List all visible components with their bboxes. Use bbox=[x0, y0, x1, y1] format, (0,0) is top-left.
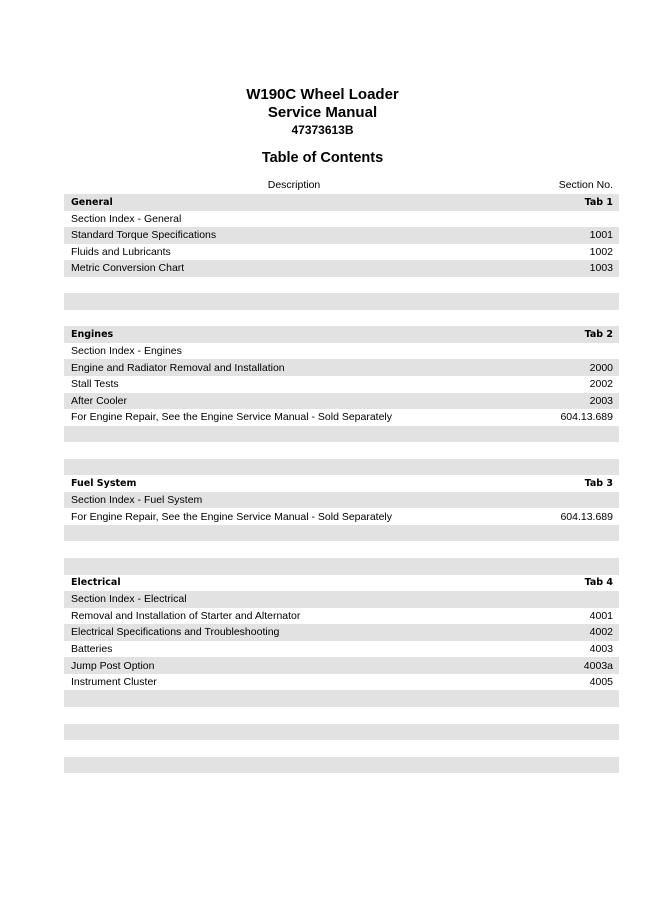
toc-row bbox=[64, 508, 619, 525]
tab-label: Tab 1 bbox=[584, 196, 613, 208]
row-description: Section Index - Fuel System bbox=[71, 494, 203, 507]
blank-row bbox=[64, 558, 619, 575]
row-description: For Engine Repair, See the Engine Service Manual - Sold Separately bbox=[71, 411, 393, 424]
section-name: Fuel System bbox=[71, 478, 137, 490]
tab-label: Tab 3 bbox=[584, 478, 613, 490]
blank-row bbox=[64, 293, 619, 310]
section-number: 4003a bbox=[583, 659, 613, 672]
row-description: Removal and Installation of Starter and Alternator bbox=[71, 609, 301, 622]
toc-row bbox=[64, 641, 619, 658]
tab-label: Tab 4 bbox=[584, 577, 613, 589]
toc-row bbox=[64, 376, 619, 393]
section-header-row bbox=[64, 326, 619, 343]
blank-row bbox=[64, 740, 619, 757]
section-number: 604.13.689 bbox=[560, 510, 613, 523]
row-description: Stall Tests bbox=[71, 378, 119, 391]
toc-row bbox=[64, 657, 619, 674]
blank-row bbox=[64, 310, 619, 327]
section-number: 4003 bbox=[589, 643, 613, 656]
row-description: For Engine Repair, See the Engine Service Manual - Sold Separately bbox=[71, 510, 393, 523]
blank-row bbox=[64, 707, 619, 724]
toc-row bbox=[64, 492, 619, 509]
row-description: Batteries bbox=[71, 643, 113, 656]
row-description: After Cooler bbox=[71, 394, 128, 407]
section-number: 1002 bbox=[589, 245, 613, 258]
blank-row bbox=[64, 426, 619, 443]
row-description: Standard Torque Specifications bbox=[71, 229, 217, 242]
toc-row bbox=[64, 591, 619, 608]
section-number: 1003 bbox=[589, 262, 613, 275]
toc-row bbox=[64, 211, 619, 228]
section-name: Electrical bbox=[71, 577, 121, 589]
section-header-row bbox=[64, 575, 619, 592]
section-no-column-header: Section No. bbox=[558, 179, 613, 191]
toc-row bbox=[64, 624, 619, 641]
section-number: 2002 bbox=[589, 378, 613, 391]
tab-label: Tab 2 bbox=[584, 329, 613, 341]
toc-row bbox=[64, 343, 619, 360]
blank-row bbox=[64, 724, 619, 741]
toc-row bbox=[64, 244, 619, 261]
section-number: 2000 bbox=[589, 361, 613, 374]
toc-table bbox=[64, 194, 619, 790]
document-header bbox=[0, 86, 645, 167]
blank-row bbox=[64, 757, 619, 774]
row-description: Jump Post Option bbox=[71, 659, 155, 672]
description-column-header: Description bbox=[267, 179, 321, 191]
toc-row bbox=[64, 674, 619, 691]
blank-row bbox=[64, 277, 619, 294]
toc-row bbox=[64, 393, 619, 410]
row-description: Instrument Cluster bbox=[71, 676, 157, 689]
blank-row bbox=[64, 690, 619, 707]
section-number: 2003 bbox=[589, 394, 613, 407]
row-description: Section Index - General bbox=[71, 212, 182, 225]
blank-row bbox=[64, 773, 619, 790]
section-number: 604.13.689 bbox=[560, 411, 613, 424]
part-number: 47373613B bbox=[291, 123, 354, 137]
section-name: Engines bbox=[71, 329, 114, 341]
section-header-row bbox=[64, 194, 619, 211]
blank-row bbox=[64, 442, 619, 459]
section-header-row bbox=[64, 475, 619, 492]
toc-row bbox=[64, 260, 619, 277]
blank-row bbox=[64, 459, 619, 476]
section-number: 4001 bbox=[589, 609, 613, 622]
blank-row bbox=[64, 525, 619, 542]
toc-row bbox=[64, 227, 619, 244]
row-description: Section Index - Engines bbox=[71, 345, 182, 358]
document-subtitle: Service Manual bbox=[267, 104, 378, 121]
toc-row bbox=[64, 608, 619, 625]
section-name: General bbox=[71, 196, 113, 208]
section-number: 4002 bbox=[589, 626, 613, 639]
row-description: Section Index - Electrical bbox=[71, 593, 187, 606]
toc-row bbox=[64, 409, 619, 426]
section-number: 1001 bbox=[589, 229, 613, 242]
toc-title: Table of Contents bbox=[261, 150, 384, 166]
row-description: Metric Conversion Chart bbox=[71, 262, 185, 275]
row-description: Fluids and Lubricants bbox=[71, 245, 171, 258]
document-title: W190C Wheel Loader bbox=[246, 86, 399, 103]
section-number: 4005 bbox=[589, 676, 613, 689]
blank-row bbox=[64, 541, 619, 558]
column-headers bbox=[64, 178, 619, 194]
row-description: Engine and Radiator Removal and Installation bbox=[71, 361, 285, 374]
toc-row bbox=[64, 359, 619, 376]
row-description: Electrical Specifications and Troubleshooting bbox=[71, 626, 280, 639]
